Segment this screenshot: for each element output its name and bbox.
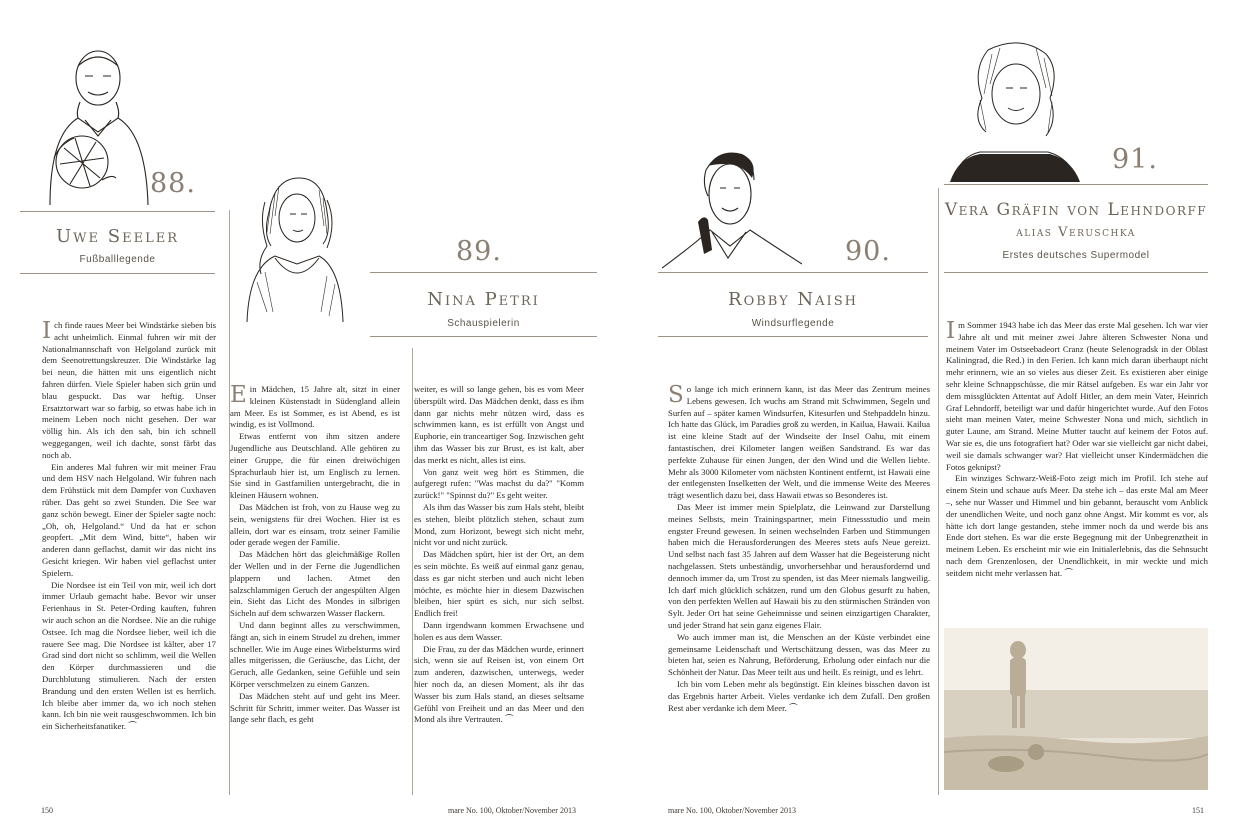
article-paragraph: So lange ich mich erinnern kann, ist das Meer das Zentrum meines Lebens gewesen. Ich wuchs am Strand mit Schwimmen, Segeln und Surfen auf – später kamen Windsurfen, Kitesurfen und Stehpaddeln hinzu. Ich hatte das Glück, im Paradies groß zu werden, in Kailua, Hawaii. Kailua ist eine kleine Stadt auf der Windseite der Insel Oahu, mit einem fantastischen, drei Kilometer langen weißen Sandstrand. Es war das perfekte Zuhause für einen Jungen, der den Wind und die Wellen liebte. Mehr als 3000 Kilometer vom nächsten Kontinent entfernt, ist Hawaii eine der entlegensten Inselketten der Welt, und die immense Weite des Meeres trägt wesentlich dazu bei, dass Hawaii etwas so Besonderes ist. [668, 382, 930, 501]
article-paragraph: Ein anderes Mal fuhren wir mit meiner Frau und dem HSV nach Helgoland. Wir fuhren nach dem Frühstück mit dem Dampfer von Cuxhaven rüber. Das geht so zwei Stunden. Die See war ganz schön bewegt. Einer der Spieler sagte noch: „Oh, oh, Helgoland.“ Und da hat er schon geopfert. „Mit dem Wind, bitte“, haben wir anderen dann geflachst, damit wir das nicht ins Gesicht kriegen. Wir haben viel geflachst unter Spielern. [42, 461, 216, 578]
article-paragraph: Die Frau, zu der das Mädchen wurde, erinnert sich, wenn sie auf Reisen ist, von einem Ort zum anderen, dazwischen, unterwegs, weder hier noch da, an diesen Moment, als ihr das Wasser bis zum Hals stand, an dieses seltsame Gefühl von Freiheit und an das Meer und den Mond als ihre Vertrauten. ⏜ [414, 643, 584, 725]
nina-petri-portrait [235, 172, 355, 322]
column-rule [412, 348, 413, 795]
page-number: 151 [1192, 806, 1204, 815]
article-paragraph: weiter, es will so lange gehen, bis es vom Meer überspült wird. Das Mädchen denkt, dass es ihm dann gar nichts mehr nützen wird, dass es schwimmen kann, es ist erfüllt von Angst und Euphorie, ein tranceartiger Sog. Inzwischen geht ihm das Wasser bis zur Brust, es ist kalt, aber das merkt es nicht, alles ist eins. [414, 384, 584, 465]
article-paragraph: Dann irgendwann kommen Erwachsene und holen es aus dem Wasser. [414, 619, 584, 642]
article-paragraph: Und dann beginnt alles zu verschwimmen, fängt an, sich in einem Strudel zu drehen, immer schneller. Wie im Auge eines Wirbelsturms wird alles mitgerissen, die Geräusche, das Licht, der Geruch, alle Gedanken, seine Gefühle und sein Körper verschmelzen zu einem Ganzen. [230, 619, 400, 689]
article-paragraph: Ein Mädchen, 15 Jahre alt, sitzt in einer kleinen Küstenstadt in Südengland allein am Meer. Es ist Sommer, es ist Abend, es ist windig, es ist Vollmond. [230, 382, 400, 430]
article-paragraph: Von ganz weit weg hört es Stimmen, die aufgeregt rufen: "Was machst du da?" "Komm zurück!" "Spinnst du?" Es geht weiter. [414, 466, 584, 501]
article-column [414, 384, 584, 726]
profile-alias: alias Veruschka [1016, 225, 1136, 240]
profile-number: 88. [150, 168, 196, 199]
article-paragraph: Das Mädchen ist froh, von zu Hause weg zu sein, wenigstens für drei Wochen. Hier ist es allein, dort war es einsam, trotz seiner Familie oder gerade wegen der Familie. [230, 501, 400, 548]
divider-line [658, 272, 928, 273]
page-footer: mare No. 100, Oktober/November 2013 [668, 806, 796, 815]
column-rule [938, 188, 939, 795]
profile-subtitle: Schauspielerin [447, 318, 520, 329]
divider-line [20, 273, 215, 274]
divider-line [370, 336, 597, 337]
article-paragraph: Als ihm das Wasser bis zum Hals steht, bleibt es stehen, bleibt plötzlich stehen, schaut zum Mond, zum Horizont, bewegt sich nicht mehr, nicht vor und nicht zurück. [414, 501, 584, 548]
article-paragraph: Das Mädchen steht auf und geht ins Meer. Schritt für Schritt, immer weiter. Das Wasser ist lange sehr flach, es geht [230, 690, 400, 725]
article-paragraph: Das Mädchen hört das gleichmäßige Rollen der Wellen und in der Ferne die Jugendlichen plappern und lachen. Atmet den salzschlammigen Geruch der angespülten Algen ein. Sieht das Licht des Mondes in silbrigen Sicheln auf dem schwarzen Wasser flackern. [230, 549, 400, 619]
article-paragraph: Ich bin vom Leben mehr als begünstigt. Ein kleines bisschen davon ist das Ergebnis harter Arbeit. Vieles verdanke ich dem Zufall. Den großen Rest aber verdanke ich dem Meer. ⏜ [668, 678, 930, 713]
profile-name: Uwe Seeler [56, 226, 179, 247]
profile-number: 89. [456, 236, 502, 267]
drop-cap: I [946, 318, 956, 344]
divider-line [944, 272, 1208, 273]
article-column [42, 320, 216, 733]
profile-name: Robby Naish [728, 289, 858, 310]
article-paragraph: Wo auch immer man ist, die Menschen an der Küste verbindet eine gemeinsame Leidenschaft und Wertschätzung dessen, was das Meer zu bieten hat, seien es Nahrung, Beförderung, Erholung oder einfach nur die Schönheit der Natur. Das Meer teilt aus und heilt. Es reinigt, und es lehrt. [668, 631, 930, 678]
article-paragraph: Etwas entfernt von ihm sitzen andere Jugendliche aus Deutschland. Alle gehören zu einer Gruppe, die für einen dreiwöchigen Sprachurlaub hier ist, um Englisch zu lernen. Sie sind in Gastfamilien untergebracht, die in kleinen Häusern wohnen. [230, 431, 400, 501]
article-column [668, 384, 930, 714]
profile-name: Vera Gräfin von Lehndorff [944, 200, 1208, 220]
drop-cap: I [42, 318, 52, 344]
drop-cap: S [668, 382, 684, 408]
robby-naish-portrait [662, 150, 802, 275]
article-paragraph: Ich finde raues Meer bei Windstärke sieben bis acht unheimlich. Einmal fuhren wir mit der Nationalmannschaft von Helgoland zurück mit dem Seenotrettungskreuzer. Die Windstärke lag bei neun, die hätten mit uns eigentlich nicht fahren dürfen. Viele Spieler haben sich grün und blau gespuckt. Das war heftig. Unser Ersatztorwart war so farbig, so etwas habe ich in meinem Leben noch nicht gesehen. Der war völlig hin. Als ich den sah, bin ich schnell weggegangen, weil ich dachte, sonst färbt das noch ab. [42, 318, 216, 460]
article-column [946, 320, 1208, 580]
page-footer: mare No. 100, Oktober/November 2013 [448, 806, 576, 815]
beach-photograph [944, 628, 1208, 790]
page-number: 150 [41, 806, 53, 815]
profile-subtitle: Erstes deutsches Supermodel [1002, 250, 1150, 261]
article-column [230, 384, 400, 726]
article-paragraph: Ein winziges Schwarz-Weiß-Foto zeigt mich im Profil. Ich stehe auf einem Stein und schaue aufs Meer. Da stehe ich – das erste Mal am Meer –, sehe nur Wasser und Himmel und bin gebannt, berauscht vom Anblick der unendlichen Weite, und noch ganz ohne Angst. Mir kommt es vor, als hätte ich dort lange gestanden, stehe immer noch da und werde bis ans Ende dort stehen. Es war die erste Begegnung mit der Unbegrenztheit in meinem Leben. Es erscheint mir wie ein Initialerlebnis, das die Sehnsucht nach dem Grenzenlosen, der Unendlichkeit, in mir weckte und mich seitdem nicht mehr verlassen hat. ⏜ [946, 473, 1208, 578]
divider-line [370, 272, 597, 273]
article-paragraph: Im Sommer 1943 habe ich das Meer das erste Mal gesehen. Ich war vier Jahre alt und mit meiner zwei Jahre älteren Schwester Nona und meinem Vater im Ostseebadeort Cranz (heute Selenogradsk in der Oblast Kaliningrad, die Red.) in den Ferien. Ich kann mich daran überhaupt nicht mehr erinnern, wie an so vieles aus dieser Zeit. Es existieren aber einige sehr kleine Schnappschüsse, die mir Rätsel aufgeben. Es war ein Jahr vor dem missglückten Attentat auf Adolf Hitler, an dem mein Vater, Heinrich Graf Lehndorff, beteiligt war und dafür hingerichtet wurde. Auf den Fotos sieht man meinen Vater, meine Schwester Nona und mich, sichtlich in guter Laune, am Strand. Meine Mutter taucht auf keinem der Fotos auf. War sie es, die uns fotografiert hat? Oder war sie vielleicht gar nicht dabei, weil sie damals schwanger war? Hat vielleicht unser Kindermädchen die Fotos geknipst? [946, 318, 1208, 472]
article-paragraph: Das Meer ist immer mein Spielplatz, die Leinwand zur Darstellung meines Selbsts, mein Trainingspartner, mein Fitnessstudio und mein engster Freund gewesen. In seinen wechselnden Farben und Stimmungen haben mich die Herausforderungen des Meeres stets aufs Neue gereizt. Und selbst nach fast 35 Jahren auf dem Wasser hat die Begeisterung nicht nachgelassen. Stets unbeständig, unvorhersehbar und herausfordernd und dennoch immer da, um Trost zu spenden, ist das Meer niemals langweilig. Ich darf mich glücklich schätzen, rund um den Globus gesurft zu haben, von den perfekten Wellen auf Hawaii bis zu den stürmischen Stränden von Sylt. Jeder Ort hat seine Geheimnisse und seinen einzigartigen Charakter, und jeder Strand hat sein ganz eigenes Flair. [668, 501, 930, 630]
profile-subtitle: Windsurflegende [751, 318, 835, 329]
divider-line [20, 211, 215, 212]
profile-name: Nina Petri [427, 289, 540, 310]
article-paragraph: Das Mädchen spürt, hier ist der Ort, an dem es sein möchte. Es weiß auf einmal ganz genau, dass es gar nicht sterben und auch nicht leben möchte, es möchte hier in diesem Dazwischen bleiben, hier spürt es sich, nur sich selbst. Endlich frei! [414, 549, 584, 619]
divider-line [658, 336, 928, 337]
veruschka-portrait [950, 40, 1080, 182]
profile-number: 90. [845, 236, 891, 267]
article-paragraph: Die Nordsee ist ein Teil von mir, weil ich dort immer Urlaub gemacht habe. Bevor wir unser Ferienhaus in St. Peter-Ording kauften, fuhren wir auch schon an die Nordsee. Nie an die ruhige Ostsee. Ich mag die Nordsee lieber, weil ich die rauere See mag. Die Nordsee ist kälter, aber 17 Grad sind dort nicht so schlimm, weil die Wellen den Körper durchmassieren und die Durchblutung stimulieren. Nach der ersten Brandung und den ersten Wellen ist es herrlich. Ich bleibe aber immer da, wo ich noch stehen kann. Ich bin nie weit rausgeschwommen. Ich bin ein Sicherheitsfanatiker. ⏜ [42, 579, 216, 732]
drop-cap: E [230, 382, 247, 408]
profile-number: 91. [1112, 144, 1158, 175]
divider-line [944, 184, 1208, 185]
profile-subtitle: Fußballlegende [79, 254, 156, 265]
uwe-seeler-portrait [30, 40, 165, 205]
